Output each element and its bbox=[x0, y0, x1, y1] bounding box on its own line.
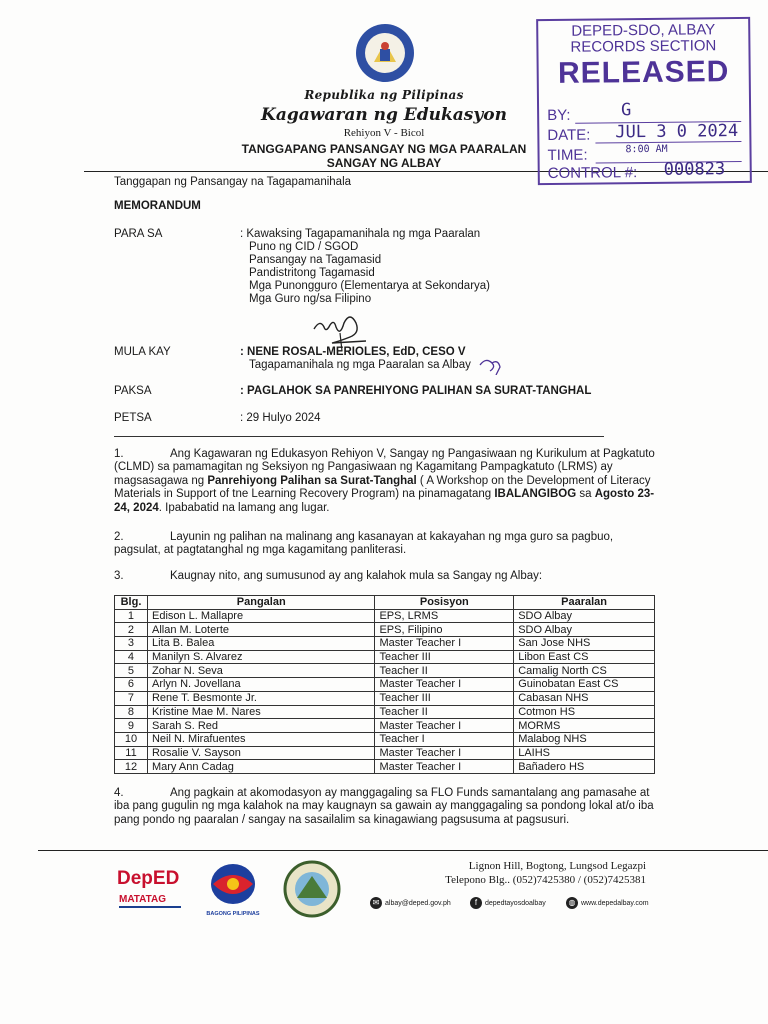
cell-blg: 1 bbox=[115, 609, 148, 623]
para-sa-label: PARA SA bbox=[114, 228, 163, 240]
stamp-date-line bbox=[595, 141, 741, 144]
republic-heading: Republika ng Pilipinas bbox=[304, 88, 464, 102]
cell-blg: 2 bbox=[115, 623, 148, 637]
matatag-logo-text: MATATAG bbox=[119, 894, 167, 905]
paragraph-3-text: Kaugnay nito, ang sumusunod ay ang kalahok mula sa Sangay ng Albay: bbox=[170, 570, 543, 582]
stamp-date-label: DATE: bbox=[547, 126, 591, 145]
paragraph-1 bbox=[114, 448, 658, 515]
cell-blg: 4 bbox=[115, 650, 148, 664]
cell-blg: 7 bbox=[115, 691, 148, 705]
paragraph-2 bbox=[114, 531, 658, 558]
paragraph-1-text-d: . Ipababatid na lamang ang lugar. bbox=[158, 501, 330, 514]
table-row bbox=[115, 732, 655, 746]
cell-blg: 11 bbox=[115, 746, 148, 760]
cell-paaralan: Camalig North CS bbox=[514, 664, 655, 678]
cell-paaralan: San Jose NHS bbox=[514, 637, 655, 651]
participants-table bbox=[114, 595, 655, 774]
cell-pangalan: Manilyn S. Alvarez bbox=[147, 650, 374, 664]
body-divider bbox=[114, 436, 604, 437]
cell-paaralan: SDO Albay bbox=[514, 623, 655, 637]
table-row bbox=[115, 609, 655, 623]
recipient-2: Puno ng CID / SGOD bbox=[249, 241, 359, 253]
division-heading: SANGAY NG ALBAY bbox=[326, 156, 442, 170]
table-row bbox=[115, 637, 655, 651]
recipient-1: : Kawaksing Tagapamanihala ng mga Paaralan bbox=[240, 228, 481, 240]
cell-posisyon: Master Teacher I bbox=[375, 637, 514, 651]
cell-posisyon: EPS, LRMS bbox=[375, 609, 514, 623]
cell-blg: 8 bbox=[115, 705, 148, 719]
office-line: Tanggapan ng Pansangay na Tagapamanihala bbox=[114, 176, 352, 188]
office-heading: TANGGAPANG PANSANGAY NG MGA PAARALAN bbox=[241, 142, 527, 156]
subject-value: : PAGLAHOK SA PANREHIYONG PALIHAN SA SURAT-TANGHAL bbox=[240, 385, 592, 397]
stamp-control-label: CONTROL #: bbox=[547, 164, 638, 183]
cell-posisyon: Master Teacher I bbox=[375, 746, 514, 760]
cell-posisyon: Teacher II bbox=[375, 664, 514, 678]
recipient-4: Pandistritong Tagamasid bbox=[249, 267, 375, 279]
cell-pangalan: Rosalie V. Sayson bbox=[147, 746, 374, 760]
deped-logo-text: DepED bbox=[117, 868, 180, 889]
released-stamp bbox=[536, 17, 752, 185]
petsa-label: PETSA bbox=[114, 412, 152, 424]
cell-pangalan: Mary Ann Cadag bbox=[147, 760, 374, 774]
cell-posisyon: EPS, Filipino bbox=[375, 623, 514, 637]
cell-pangalan: Edison L. Mallapre bbox=[147, 609, 374, 623]
paragraph-1-bold-b: IBALANGIBOG bbox=[494, 488, 577, 501]
email-text: albay@deped.gov.ph bbox=[385, 899, 451, 907]
footer-divider bbox=[38, 850, 768, 851]
stamp-time-label: TIME: bbox=[547, 146, 588, 165]
deped-seal-logo bbox=[350, 22, 420, 84]
stamp-line1: DEPED-SDO, ALBAY bbox=[571, 21, 716, 40]
region-heading: Rehiyon V - Bicol bbox=[343, 127, 425, 139]
stamp-date-value: JUL 3 0 2024 bbox=[615, 121, 739, 143]
bagong-pilipinas-text: BAGONG PILIPINAS bbox=[206, 911, 260, 917]
table-row bbox=[115, 650, 655, 664]
cell-paaralan: Cotmon HS bbox=[514, 705, 655, 719]
paragraph-1-number: 1. bbox=[114, 448, 124, 460]
memo-title: MEMORANDUM bbox=[114, 200, 201, 212]
table-row bbox=[115, 623, 655, 637]
paragraph-3 bbox=[114, 570, 658, 583]
table-row bbox=[115, 705, 655, 719]
paragraph-2-text: Layunin ng palihan na malinang ang kasanayan at kakayahan ng mga guro sa pagbuo, pagsulat, at pagtatanghal ng mga kagamitang panliterasi. bbox=[114, 531, 614, 557]
table-row bbox=[115, 719, 655, 733]
cell-posisyon: Teacher III bbox=[375, 691, 514, 705]
cell-pangalan: Lita B. Balea bbox=[147, 637, 374, 651]
cell-posisyon: Teacher III bbox=[375, 650, 514, 664]
paragraph-3-number: 3. bbox=[114, 570, 124, 582]
website-text: www.depedalbay.com bbox=[581, 899, 649, 907]
paragraph-1-text-c: sa bbox=[576, 488, 595, 501]
cell-paaralan: Bañadero HS bbox=[514, 760, 655, 774]
cell-pangalan: Rene T. Besmonte Jr. bbox=[147, 691, 374, 705]
paksa-label: PAKSA bbox=[114, 385, 152, 397]
facebook-text: depedtayosdoalbay bbox=[485, 899, 546, 907]
footer-address: Lignon Hill, Bogtong, Lungsod Legazpi bbox=[468, 860, 646, 872]
deped-matatag-logo bbox=[115, 862, 187, 912]
sender-name: : NENE ROSAL-MERIOLES, EdD, CESO V bbox=[240, 346, 466, 358]
recipient-5: Mga Punongguro (Elementarya at Sekondarya) bbox=[249, 280, 491, 292]
cell-posisyon: Teacher I bbox=[375, 732, 514, 746]
sdo-albay-seal bbox=[283, 860, 341, 918]
website-contact bbox=[566, 897, 649, 909]
stamp-by-value: G bbox=[620, 100, 632, 121]
paragraph-1-text-b: ( A Workshop on the Development of Literacy Materials in Support of tne Learning Recovery Program) na pinamagatang bbox=[114, 474, 651, 501]
footer-telephone: Telepono Blg.. (052)7425380 / (052)7425381 bbox=[445, 874, 646, 886]
mula-kay-label: MULA KAY bbox=[114, 346, 171, 358]
table-row bbox=[115, 760, 655, 774]
cell-posisyon: Master Teacher I bbox=[375, 760, 514, 774]
cell-pangalan: Sarah S. Red bbox=[147, 719, 374, 733]
paragraph-2-number: 2. bbox=[114, 531, 124, 543]
cell-paaralan: Guinobatan East CS bbox=[514, 678, 655, 692]
cell-posisyon: Teacher II bbox=[375, 705, 514, 719]
cell-pangalan: Arlyn N. Jovellana bbox=[147, 678, 374, 692]
date-value: : 29 Hulyo 2024 bbox=[240, 412, 321, 424]
header-blg: Blg. bbox=[115, 596, 148, 610]
table-row bbox=[115, 664, 655, 678]
cell-paaralan: SDO Albay bbox=[514, 609, 655, 623]
cell-blg: 5 bbox=[115, 664, 148, 678]
cell-blg: 6 bbox=[115, 678, 148, 692]
cell-pangalan: Kristine Mae M. Nares bbox=[147, 705, 374, 719]
cell-pangalan: Allan M. Loterte bbox=[147, 623, 374, 637]
cell-blg: 10 bbox=[115, 732, 148, 746]
cell-posisyon: Master Teacher I bbox=[375, 719, 514, 733]
cell-paaralan: Malabog NHS bbox=[514, 732, 655, 746]
cell-paaralan: MORMS bbox=[514, 719, 655, 733]
cell-blg: 12 bbox=[115, 760, 148, 774]
table-row bbox=[115, 691, 655, 705]
table-header-row bbox=[115, 596, 655, 610]
bagong-pilipinas-logo bbox=[203, 860, 263, 918]
cell-paaralan: LAIHS bbox=[514, 746, 655, 760]
cell-posisyon: Master Teacher I bbox=[375, 678, 514, 692]
table-body bbox=[115, 609, 655, 773]
cell-paaralan: Libon East CS bbox=[514, 650, 655, 664]
cell-blg: 9 bbox=[115, 719, 148, 733]
header-posisyon: Posisyon bbox=[375, 596, 514, 610]
email-contact bbox=[370, 897, 451, 909]
department-heading: Kagawaran ng Edukasyon bbox=[261, 105, 507, 125]
paragraph-1-bold-a: Panrehiyong Palihan sa Surat-Tanghal bbox=[207, 474, 417, 487]
recipient-3: Pansangay na Tagamasid bbox=[249, 254, 382, 266]
globe-icon: ◍ bbox=[566, 897, 578, 909]
stamp-time-value: 8:00 AM bbox=[625, 143, 668, 156]
paragraph-1-bold-c: Agosto 23-24, 2024 bbox=[114, 488, 655, 514]
paragraph-1-text-a: Ang Kagawaran ng Edukasyon Rehiyon V, Sangay ng Pangasiwaan ng Kurikulum at Pagkatuto (CLMD) sa pamamagitan ng Seksiyon ng Pangasiwaan ng Kagamitang Pampagkatuto (LRMS) ay magsasagawa ng bbox=[114, 448, 655, 487]
cell-paaralan: Cabasan NHS bbox=[514, 691, 655, 705]
facebook-contact bbox=[470, 897, 546, 909]
stamp-status: RELEASED bbox=[557, 55, 730, 90]
header-pangalan: Pangalan bbox=[147, 596, 374, 610]
stamp-by-label: BY: bbox=[547, 106, 571, 125]
header-paaralan: Paaralan bbox=[514, 596, 655, 610]
email-icon: ✉ bbox=[370, 897, 382, 909]
cell-pangalan: Neil N. Mirafuentes bbox=[147, 732, 374, 746]
facebook-icon: f bbox=[470, 897, 482, 909]
initial-mark bbox=[478, 355, 502, 375]
stamp-control-value: 000823 bbox=[663, 159, 726, 180]
paragraph-4-text: Ang pagkain at akomodasyon ay manggagaling sa FLO Funds samantalang ang pamasahe at iba pang gugulin ng mga kalahok na may kaugnayn sa gawain ay manggagaling sa pondong lokal at/o iba pang pondo ng paaralan / sangay na sasailalim sa kinagawiang pagsusuma at pagsusuri. bbox=[114, 787, 654, 826]
table-row bbox=[115, 746, 655, 760]
paragraph-4-number: 4. bbox=[114, 787, 124, 799]
cell-pangalan: Zohar N. Seva bbox=[147, 664, 374, 678]
cell-blg: 3 bbox=[115, 637, 148, 651]
paragraph-4 bbox=[114, 787, 658, 827]
sender-title: Tagapamanihala ng mga Paaralan sa Albay bbox=[249, 359, 471, 371]
stamp-line2: RECORDS SECTION bbox=[570, 37, 717, 56]
recipient-6: Mga Guro ng/sa Filipino bbox=[249, 293, 372, 305]
table-row bbox=[115, 678, 655, 692]
